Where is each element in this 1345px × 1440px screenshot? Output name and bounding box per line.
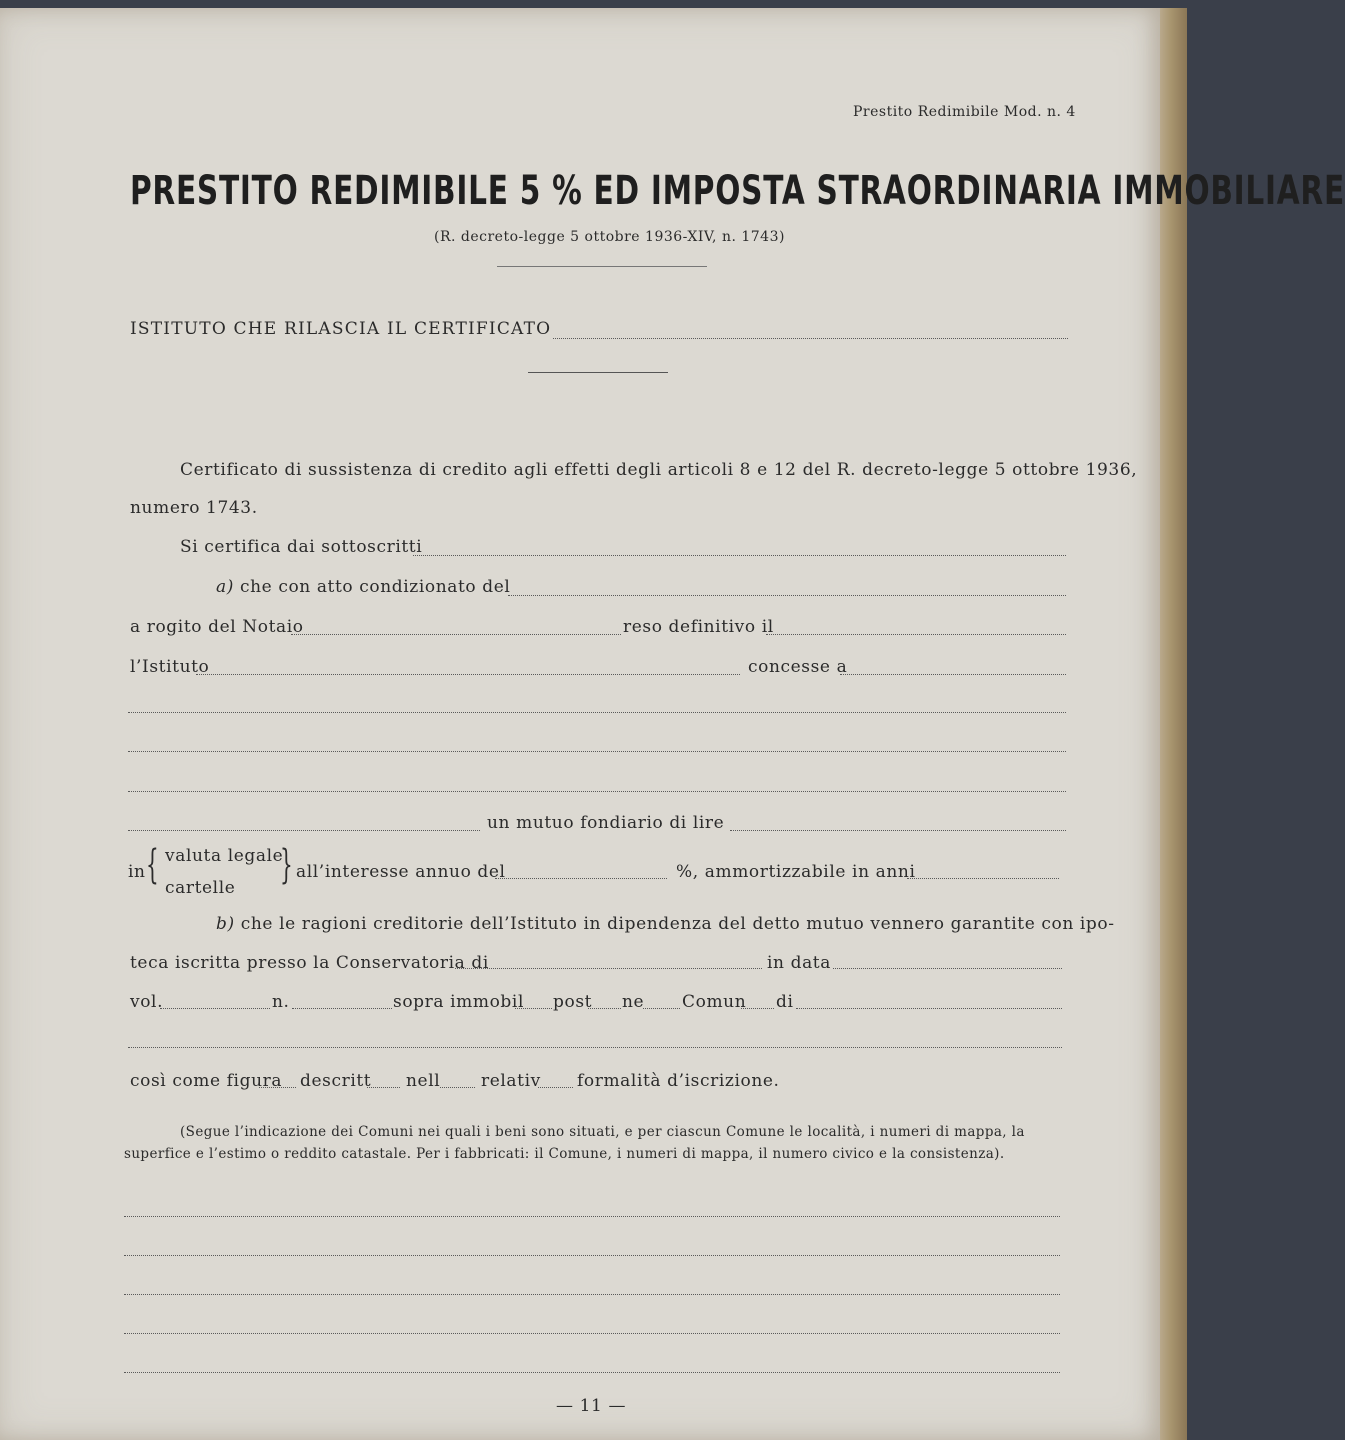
- reso-date-field[interactable]: [766, 634, 1066, 635]
- section-a-label: a) che con atto condizionato del: [216, 577, 511, 597]
- blank-line[interactable]: [124, 1372, 1060, 1373]
- n-field[interactable]: [292, 1008, 392, 1009]
- descritt-suffix-field[interactable]: [367, 1087, 400, 1088]
- note-line-2: superfice e l’estimo o reddito catastale. Per i fabbricati: il Comune, i numeri di mappa, il numero civico e la consistenza).: [124, 1146, 1005, 1162]
- figura-suffix-field[interactable]: [259, 1087, 296, 1088]
- page-edge: [1160, 8, 1187, 1440]
- certificate-text-cont: numero 1743.: [130, 498, 258, 518]
- document-subtitle: (R. decreto-legge 5 ottobre 1936-XIV, n. 1743): [434, 229, 785, 245]
- relativ-suffix-field[interactable]: [538, 1087, 573, 1088]
- iscrizione-date-field[interactable]: [833, 968, 1062, 969]
- cosi-label: così come figura: [130, 1071, 283, 1091]
- atto-date-field[interactable]: [508, 595, 1066, 596]
- ne-label: ne: [622, 992, 645, 1012]
- blank-line[interactable]: [124, 1294, 1060, 1295]
- blank-line[interactable]: [124, 1333, 1060, 1334]
- right-brace: }: [280, 842, 293, 888]
- sottoscritti-field[interactable]: [413, 555, 1066, 556]
- descritt-label: descritt: [300, 1071, 372, 1091]
- di-label: di: [776, 992, 794, 1012]
- section-divider: [528, 372, 668, 373]
- institute-field[interactable]: [553, 338, 1068, 339]
- notaio-field[interactable]: [291, 634, 621, 635]
- reso-label: reso definitivo il: [623, 617, 774, 637]
- blank-line[interactable]: [128, 712, 1066, 713]
- interesse-field[interactable]: [495, 878, 667, 879]
- form-page: [0, 8, 1160, 1440]
- sopra-label: sopra immobil: [393, 992, 524, 1012]
- nell-label: nell: [406, 1071, 441, 1091]
- form-model-label: Prestito Redimibile Mod. n. 4: [853, 104, 1076, 120]
- institute-label: ISTITUTO CHE RILASCIA IL CERTIFICATO: [130, 319, 552, 339]
- ammortizzabile-label: %, ammortizzabile in anni: [676, 862, 916, 882]
- nell-suffix-field[interactable]: [440, 1087, 475, 1088]
- post-suffix-field[interactable]: [588, 1008, 621, 1009]
- title-divider: [497, 266, 707, 267]
- blank-line[interactable]: [128, 791, 1066, 792]
- page-number: — 11 —: [556, 1396, 627, 1416]
- in-data-label: in data: [767, 953, 831, 973]
- valuta-option[interactable]: valuta legale: [165, 846, 284, 866]
- certifica-label: Si certifica dai sottoscritti: [180, 537, 423, 557]
- anni-field[interactable]: [907, 878, 1059, 879]
- istituto-field[interactable]: [196, 674, 740, 675]
- blank-line[interactable]: [124, 1255, 1060, 1256]
- concesse-label: concesse a: [748, 657, 848, 677]
- blank-line[interactable]: [124, 1216, 1060, 1217]
- blank-line[interactable]: [128, 751, 1066, 752]
- ne-suffix-field[interactable]: [643, 1008, 680, 1009]
- notaio-label: a rogito del Notaio: [130, 617, 304, 637]
- cartelle-option[interactable]: cartelle: [165, 878, 236, 898]
- conservatoria-field[interactable]: [455, 968, 762, 969]
- in-label: in: [128, 862, 146, 882]
- blank-line[interactable]: [128, 1047, 1062, 1048]
- post-label: post: [553, 992, 593, 1012]
- comune-field[interactable]: [796, 1008, 1062, 1009]
- mutuo-prefix-field[interactable]: [128, 830, 480, 831]
- comun-label: Comun: [682, 992, 747, 1012]
- note-line-1: (Segue l’indicazione dei Comuni nei quali i beni sono situati, e per ciascun Comune le località, i numeri di mappa, la: [180, 1124, 1025, 1140]
- immobil-suffix-field[interactable]: [515, 1008, 552, 1009]
- concesse-field[interactable]: [840, 674, 1066, 675]
- vol-field[interactable]: [160, 1008, 270, 1009]
- conservatoria-label: teca iscritta presso la Conservatoria di: [130, 953, 489, 973]
- n-label: n.: [272, 992, 290, 1012]
- formalita-label: formalità d’iscrizione.: [577, 1071, 780, 1091]
- interesse-label: all’interesse annuo del: [296, 862, 506, 882]
- lire-field[interactable]: [730, 830, 1066, 831]
- certificate-text: Certificato di sussistenza di credito agli effetti degli articoli 8 e 12 del R. decreto-legge 5 ottobre 1936,: [180, 460, 1138, 480]
- relativ-label: relativ: [481, 1071, 541, 1091]
- comun-suffix-field[interactable]: [741, 1008, 774, 1009]
- istituto-label: l’Istituto: [130, 657, 210, 677]
- section-b-label: b) che le ragioni creditorie dell’Istituto in dipendenza del detto mutuo vennero garantite con ipo-: [216, 914, 1115, 934]
- vol-label: vol.: [130, 992, 164, 1012]
- mutuo-label: un mutuo fondiario di lire: [487, 813, 725, 833]
- left-brace: {: [146, 842, 159, 888]
- document-title: PRESTITO REDIMIBILE 5 % ED IMPOSTA STRAORDINARIA IMMOBILIARE: [130, 168, 1345, 214]
